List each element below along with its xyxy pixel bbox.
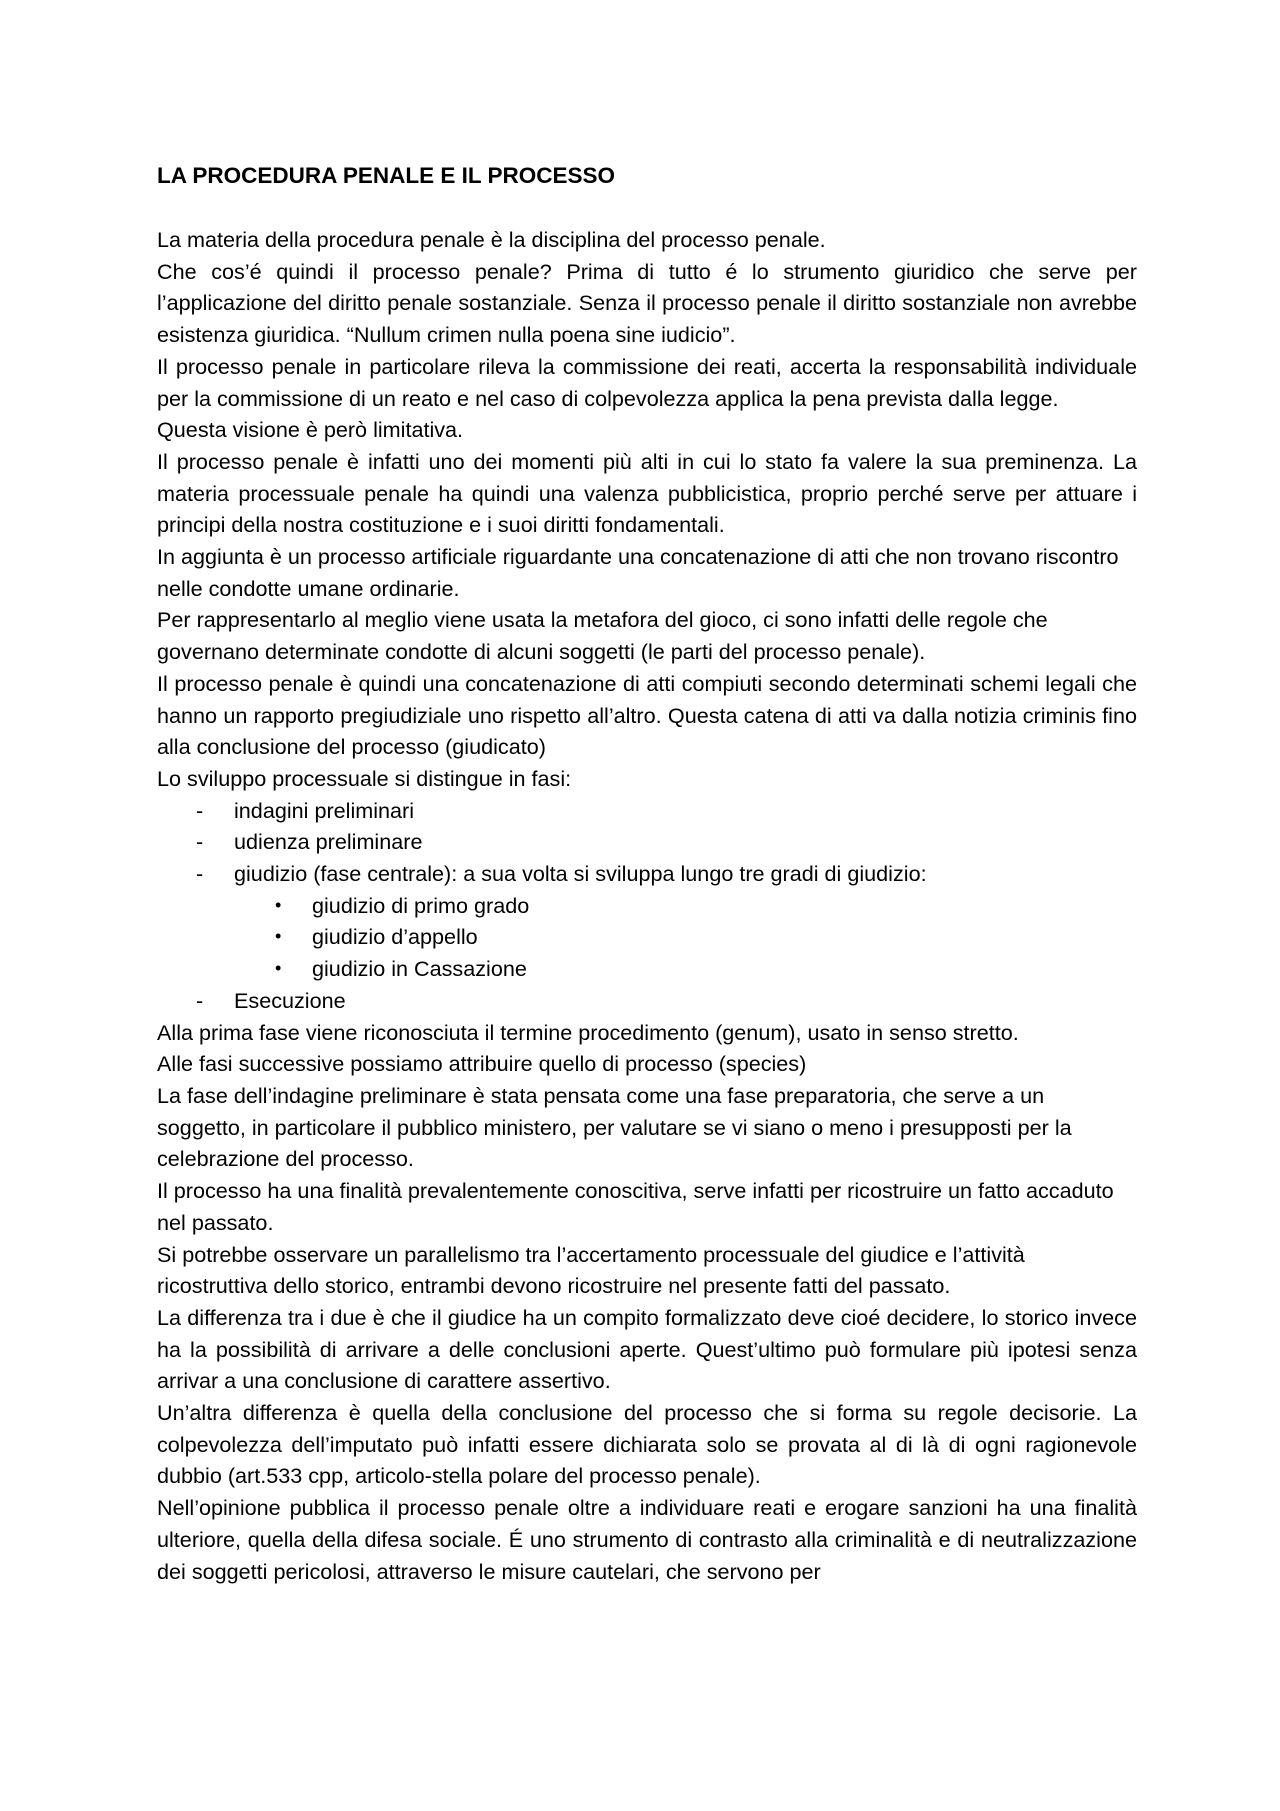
list-item-text: giudizio in Cassazione — [312, 956, 527, 982]
paragraph: La differenza tra i due è che il giudice ha un compito formalizzato deve cioé decidere, lo storico invece ha la possibilità di arrivare a delle conclusioni aperte. Quest’ultimo può formulare più ipotesi senza arrivar a una conclusione di carattere assertivo. — [157, 1304, 1137, 1394]
paragraph: Si potrebbe osservare un parallelismo tra l’accertamento processuale del giudice e l’attività ricostruttiva dello storico, entrambi devono ricostruire nel presente fatti del passato. — [157, 1241, 1025, 1299]
paragraph: Il processo ha una finalità prevalentemente conoscitiva, serve infatti per ricostruire un fatto accaduto nel passato. — [157, 1178, 1114, 1235]
list-item — [157, 953, 1137, 985]
paragraph: La materia della procedura penale è la disciplina del processo penale. — [157, 227, 826, 252]
paragraph: Il processo penale è quindi una concatenazione di atti compiuti secondo determinati schemi legali che hanno un rapporto pregiudiziale uno rispetto all’altro. Questa catena di atti va dalla notizia criminis fino alla conclusione del processo (giudicato) — [157, 670, 1137, 760]
dash-bullet: - — [196, 829, 204, 855]
list-item-text: giudizio (fase centrale): a sua volta si sviluppa lungo tre gradi di giudizio: — [234, 861, 927, 887]
bullet-dot-icon: • — [275, 958, 282, 979]
list-item-text: Esecuzione — [234, 987, 346, 1013]
intro-section — [157, 224, 1137, 795]
paragraph: Alle fasi successive possiamo attribuire quello di processo (species) — [157, 1051, 807, 1077]
list-item — [157, 858, 1137, 890]
document-title: LA PROCEDURA PENALE E IL PROCESSO — [157, 163, 615, 188]
dash-bullet: - — [196, 861, 204, 887]
paragraph: Che cos’é quindi il processo penale? Prima di tutto é lo strumento giuridico che serve per l’applicazione del diritto penale sostanziale. Senza il processo penale il diritto sostanziale non avrebbe esistenza giuridica. “Nullum crimen nulla poena sine iudicio”. — [157, 258, 1137, 348]
dash-bullet: - — [196, 987, 204, 1013]
phases-list-end — [157, 985, 1137, 1017]
paragraph: Per rappresentarlo al meglio viene usata la metafora del gioco, ci sono infatti delle regole che governano determinate condotte di alcuni soggetti (le parti del processo penale). — [157, 607, 1048, 665]
list-item-text: indagini preliminari — [234, 797, 415, 823]
dash-bullet: - — [196, 797, 204, 823]
list-item — [157, 795, 1137, 827]
document-page — [157, 160, 1137, 1587]
paragraph: Il processo penale è infatti uno dei momenti più alti in cui lo stato fa valere la sua preminenza. La materia processuale penale ha quindi una valenza pubblicistica, proprio perché serve per attuare i principi della nostra costituzione e i suoi diritti fondamentali. — [157, 448, 1137, 538]
grades-list — [157, 890, 1137, 985]
body-section — [157, 1017, 1137, 1588]
bullet-dot-icon: • — [275, 926, 282, 947]
list-item-text: udienza preliminare — [234, 829, 423, 855]
phases-list — [157, 795, 1137, 890]
paragraph: La fase dell’indagine preliminare è stata pensata come una fase preparatoria, che serve a un soggetto, in particolare il pubblico ministero, per valutare se vi siano o meno i presupposti per la celebrazione del processo. — [157, 1082, 1072, 1172]
list-item — [157, 985, 1137, 1017]
paragraph: Il processo penale in particolare rileva la commissione dei reati, accerta la responsabilità individuale per la commissione di un reato e nel caso di colpevolezza applica la pena prevista dalla legge. — [157, 353, 1137, 411]
paragraph: Un’altra differenza è quella della conclusione del processo che si forma su regole decisorie. La colpevolezza dell’imputato può infatti essere dichiarata solo se provata al di là di ogni ragionevole dubbio (art.533 cpp, articolo-stella polare del processo penale). — [157, 1400, 1137, 1489]
list-item — [157, 890, 1137, 922]
list-item-text: giudizio di primo grado — [312, 892, 530, 918]
paragraph: Nell’opinione pubblica il processo penale oltre a individuare reati e erogare sanzioni ha una finalità ulteriore, quella della difesa sociale. É uno strumento di contrasto alla criminalità e di neutralizzazione dei soggetti pericolosi, attraverso le misure cautelari, che servono per — [157, 1495, 1137, 1584]
list-item-text: giudizio d’appello — [312, 924, 478, 950]
paragraph: Lo sviluppo processuale si distingue in fasi: — [157, 765, 572, 791]
paragraph: In aggiunta è un processo artificiale riguardante una concatenazione di atti che non trovano riscontro nelle condotte umane ordinarie. — [157, 544, 1119, 601]
list-item — [157, 921, 1137, 953]
paragraph: Questa visione è però limitativa. — [157, 417, 464, 443]
list-item — [157, 826, 1137, 858]
bullet-dot-icon: • — [275, 894, 282, 915]
paragraph: Alla prima fase viene riconosciuta il termine procedimento (genum), usato in senso stretto. — [157, 1019, 1019, 1045]
